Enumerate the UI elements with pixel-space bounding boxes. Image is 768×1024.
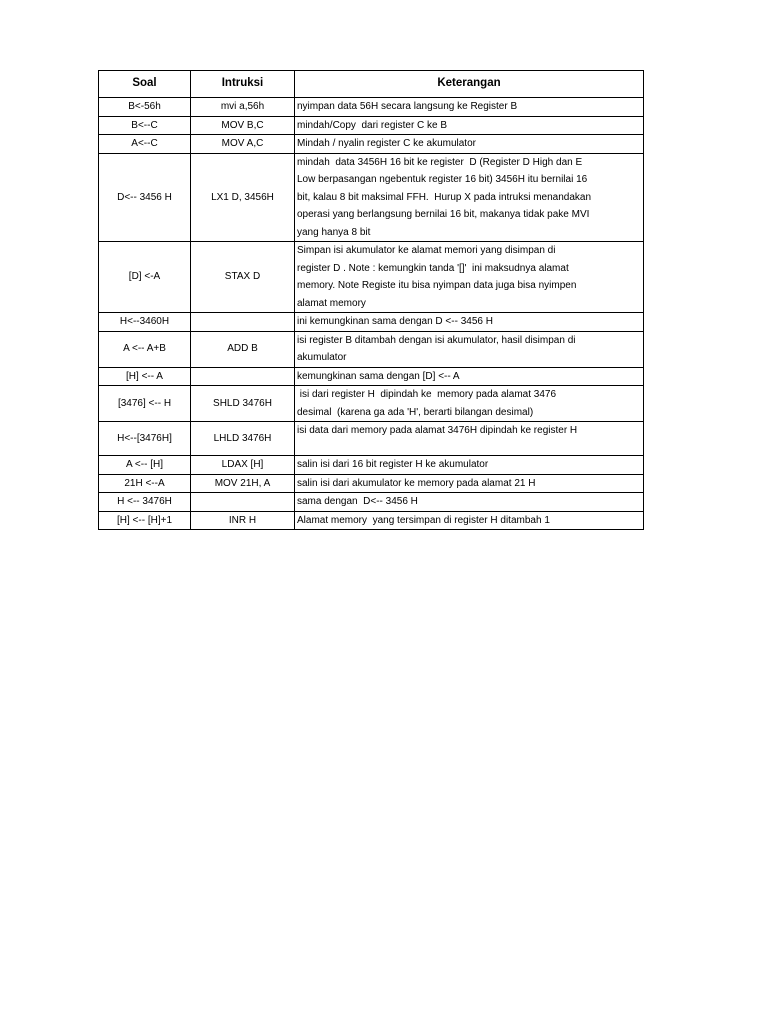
cell-keterangan xyxy=(295,153,644,242)
cell-instruksi xyxy=(191,313,295,332)
table-row xyxy=(99,474,644,493)
table-row xyxy=(99,313,644,332)
header-soal: Soal xyxy=(99,71,191,98)
keterangan-line: desimal (karena ga ada 'H', berarti bilangan desimal) xyxy=(297,406,534,418)
table-row xyxy=(99,98,644,117)
keterangan-line: salin isi dari 16 bit register H ke akumulator xyxy=(297,459,489,470)
keterangan-line: salin isi dari akumulator ke memory pada alamat 21 H xyxy=(297,477,536,489)
keterangan-line: mindah/Copy dari register C ke B xyxy=(297,119,448,131)
cell-instruksi: mvi a,56h xyxy=(191,98,295,117)
cell-keterangan xyxy=(295,511,644,530)
header-instruksi: Intruksi xyxy=(191,71,295,98)
keterangan-line: ini kemungkinan sama dengan D <-- 3456 H xyxy=(297,316,493,327)
table-row xyxy=(99,135,644,154)
cell-keterangan xyxy=(295,456,644,475)
table-row xyxy=(99,386,644,422)
cell-keterangan xyxy=(295,493,644,512)
cell-keterangan xyxy=(295,116,644,135)
cell-instruksi xyxy=(191,367,295,386)
cell-soal: 21H <--A xyxy=(99,474,191,493)
cell-keterangan xyxy=(295,98,644,117)
table-row xyxy=(99,422,644,456)
cell-soal: [D] <-A xyxy=(99,242,191,313)
cell-instruksi xyxy=(191,493,295,512)
cell-soal: [H] <-- A xyxy=(99,367,191,386)
cell-instruksi: ADD B xyxy=(191,331,295,367)
cell-keterangan xyxy=(295,474,644,493)
keterangan-line: operasi yang berlangsung bernilai 16 bit, makanya tidak pake MVI xyxy=(297,209,590,220)
cell-soal: H<--[3476H] xyxy=(99,422,191,456)
table-row xyxy=(99,456,644,475)
cell-keterangan xyxy=(295,242,644,313)
cell-instruksi: MOV A,C xyxy=(191,135,295,154)
keterangan-line: sama dengan D<-- 3456 H xyxy=(297,496,418,507)
keterangan-line: nyimpan data 56H secara langsung ke Register B xyxy=(297,101,518,112)
table-row xyxy=(99,493,644,512)
table-row xyxy=(99,511,644,530)
keterangan-line: mindah data 3456H 16 bit ke register D (Register D High dan E xyxy=(297,156,583,168)
keterangan-line: Simpan isi akumulator ke alamat memori yang disimpan di xyxy=(297,245,556,256)
cell-soal: [3476] <-- H xyxy=(99,386,191,422)
cell-keterangan xyxy=(295,367,644,386)
table-row xyxy=(99,367,644,386)
cell-soal: A<--C xyxy=(99,135,191,154)
cell-soal: B<--C xyxy=(99,116,191,135)
keterangan-line: yang hanya 8 bit xyxy=(297,226,371,238)
cell-soal: H<--3460H xyxy=(99,313,191,332)
cell-keterangan xyxy=(295,386,644,422)
keterangan-line: isi dari register H dipindah ke memory pada alamat 3476 xyxy=(297,389,557,400)
header-keterangan: Keterangan xyxy=(295,71,644,98)
instruction-table xyxy=(98,70,644,530)
cell-soal: H <-- 3476H xyxy=(99,493,191,512)
cell-soal: A <-- [H] xyxy=(99,456,191,475)
keterangan-line: isi data dari memory pada alamat 3476H dipindah ke register H xyxy=(297,425,578,436)
cell-keterangan xyxy=(295,313,644,332)
keterangan-line: Mindah / nyalin register C ke akumulator xyxy=(297,138,476,149)
cell-instruksi: MOV 21H, A xyxy=(191,474,295,493)
keterangan-line: Low berpasangan ngebentuk register 16 bit) 3456H itu bernilai 16 xyxy=(297,174,588,185)
cell-instruksi: INR H xyxy=(191,511,295,530)
table-row xyxy=(99,153,644,242)
header-row xyxy=(99,71,644,98)
cell-keterangan xyxy=(295,331,644,367)
keterangan-line: isi register B ditambah dengan isi akumulator, hasil disimpan di xyxy=(297,334,576,346)
table-body xyxy=(99,98,644,530)
keterangan-line: akumulator xyxy=(297,352,347,363)
keterangan-line: register D . Note : kemungkin tanda '[]' ini maksudnya alamat xyxy=(297,262,569,274)
cell-keterangan xyxy=(295,135,644,154)
cell-soal: [H] <-- [H]+1 xyxy=(99,511,191,530)
cell-instruksi: STAX D xyxy=(191,242,295,313)
keterangan-line: alamat memory xyxy=(297,297,366,309)
cell-soal: D<-- 3456 H xyxy=(99,153,191,242)
keterangan-line: memory. Note Registe itu bisa nyimpan data juga bisa nyimpen xyxy=(297,280,577,291)
cell-instruksi: LDAX [H] xyxy=(191,456,295,475)
cell-instruksi: SHLD 3476H xyxy=(191,386,295,422)
cell-soal: B<-56h xyxy=(99,98,191,117)
table-row xyxy=(99,331,644,367)
cell-keterangan xyxy=(295,422,644,456)
cell-instruksi: MOV B,C xyxy=(191,116,295,135)
cell-instruksi: LX1 D, 3456H xyxy=(191,153,295,242)
keterangan-line: Alamat memory yang tersimpan di register H ditambah 1 xyxy=(297,514,550,526)
keterangan-line: kemungkinan sama dengan [D] <-- A xyxy=(297,370,460,382)
table-row xyxy=(99,242,644,313)
keterangan-line: bit, kalau 8 bit maksimal FFH. Hurup X pada intruksi menandakan xyxy=(297,191,592,203)
cell-instruksi: LHLD 3476H xyxy=(191,422,295,456)
spreadsheet-page xyxy=(98,70,644,530)
cell-soal: A <-- A+B xyxy=(99,331,191,367)
table-row xyxy=(99,116,644,135)
